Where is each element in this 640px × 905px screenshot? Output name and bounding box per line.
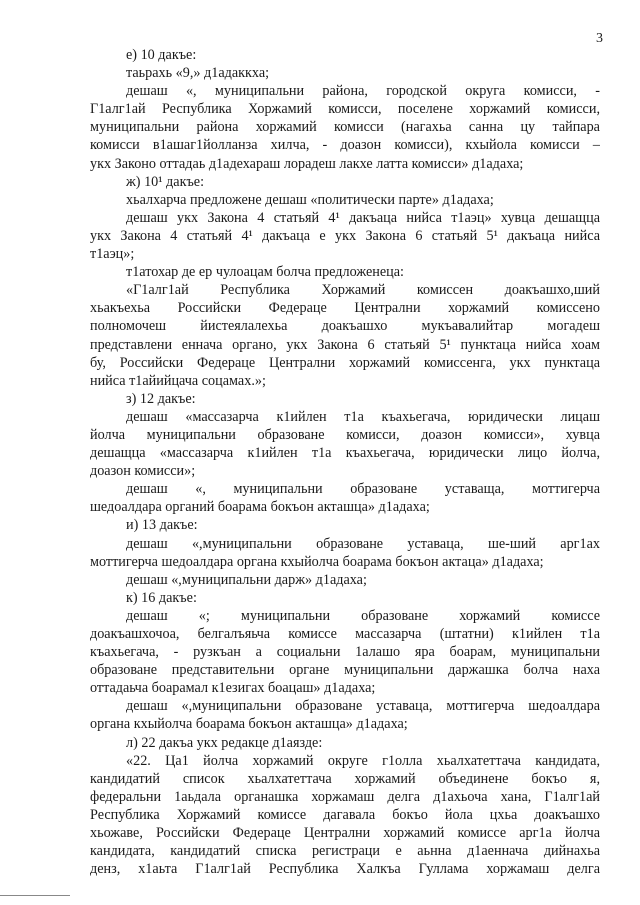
document-body (90, 46, 600, 878)
text-line: муниципальни района хоржамий комисси (нагахьа санна цу тайпара (90, 119, 600, 136)
text-line: и) 13 дакъе: (126, 517, 198, 534)
text-line: дешаш «, муниципальни образоване уставаща, моттигерча (126, 481, 600, 498)
text-line: представлени еннача органо, укх Закона 6 статьяй 5¹ пунктаца нийса хоам (90, 336, 600, 353)
text-line: Республика Хоржамий комиссе дагавала бокъо йола цхьа доакъашхо (90, 806, 600, 823)
text-line: федеральни 1аьдала органашка хоржамаш делга д1ахьоча хана, Г1алг1ай (90, 788, 600, 805)
text-line: дешаш «,муниципальни образоване уставаца, моттигерча шедоалдара (126, 698, 600, 715)
text-line: дешаш «; муниципальни образоване хоржамий комиссе (126, 607, 600, 624)
text-line: дешаш «массазарча к1ийлен т1а къахьегача, юридически лицаш (126, 408, 600, 425)
text-line: хьожаве, Российски Федераце Централни хоржамий комиссе арг1а йолча (90, 825, 600, 842)
text-line: нийса т1айийцача соцамах.»; (90, 372, 266, 389)
text-line: хьалхарча предложене дешаш «политически парте» д1адаха; (126, 191, 494, 208)
text-line: образоване представительни органе муниципальни даржашка болча наха (90, 662, 600, 679)
text-line: полномочеш йистеялалехьа доакъашхо мукъавалийтар могадеш (90, 318, 600, 335)
text-line: доакъашхочоа, белгалъяьча комиссе массазарча (штатни) к1ийлен т1а (90, 626, 600, 642)
text-line: кандидатий список хьалхатеттача хоржамий объединене бокъо я, (90, 770, 600, 787)
text-line: оттадаьча боарамал к1езигах боацаш» д1адаха; (90, 680, 376, 697)
text-line: дешаш «, муниципальни района, городской округа комисси, - (126, 83, 600, 100)
text-line: дешащца «массазарча к1ийлен т1а къахьегача, юридически лицо йолча, (90, 445, 600, 462)
text-line: «22. Ца1 йолча хоржамий округе г1олла хьалхатеттача кандидата, (126, 752, 600, 769)
text-line: т1аэц»; (90, 246, 135, 263)
bottom-rule (0, 895, 70, 896)
text-line: къахьегача, - рузкъан а социальни 1алашо яра боарам, муниципальни (90, 644, 600, 661)
text-line: бу, Российски Федераце Централни хоржамий комиссенга, укх пунктаца (90, 354, 600, 371)
text-line: к) 16 дакъе: (126, 589, 197, 606)
page-number: 3 (596, 31, 603, 46)
text-line: шедоалдара органий боарама бокъон акташца» д1адаха; (90, 499, 430, 516)
text-line: дешаш «,муниципальни дарж» д1адаха; (126, 571, 367, 588)
text-line: з) 12 дакъе: (126, 390, 196, 407)
text-line: дешаш укх Закона 4 статьяй 4¹ дакъаца нийса т1аэц» хувца дешащца (126, 209, 600, 226)
text-line: органа кхыйолча боарама бокъон акташца» д1адаха; (90, 716, 408, 733)
text-line: укх Закона 4 статьяй 4¹ дакъаца е укх Закона 6 статьяй 5¹ дакъаца нийса (90, 227, 600, 244)
text-line: е) 10 дакъе: (126, 47, 197, 63)
text-line: йолча муниципальни образоване комисси, доазон комисси», хувца (90, 426, 600, 443)
text-line: «Г1алг1ай Республика Хоржамий комиссен доакъашхо,ший (126, 282, 600, 299)
text-line: денз, х1аьта Г1алг1ай Республика Халкъа Гуллама хоржамаш делга (90, 861, 600, 878)
text-line: ж) 10¹ дакъе: (126, 173, 205, 190)
text-line: доазон комисси»; (90, 463, 196, 480)
text-line: хьакъехьа Российски Федераце Централни хоржамий комиссено (90, 300, 600, 317)
text-line: Г1алг1ай Республика Хоржамий комисси, поселене хоржамий комисси, (90, 101, 600, 118)
text-line: укх Законо оттадаь д1адехараш лорадеш лакхе латта комисси» д1адаха; (90, 155, 524, 172)
text-line: кандидата, кандидатий списка регистраци е аьнна д1аеннача дийнахьа (90, 843, 600, 860)
text-line: моттигерча шедоалдара органа кхыйолча боарама бокъон актаца» д1адаха; (90, 553, 544, 570)
text-line: л) 22 дакъа укх редакце д1аязде: (126, 734, 323, 751)
text-line: дешаш «,муниципальни образоване уставаца, ше-ший арг1ах (126, 535, 600, 552)
text-line: т1атохар де ер чулоацам болча предложенеца: (126, 264, 404, 281)
text-line: комисси в1ашаг1йолланза хилча, - доазон комисси), кхыйола комисси – (90, 137, 600, 154)
text-line: таьрахь «9,» д1адаккха; (126, 65, 270, 82)
